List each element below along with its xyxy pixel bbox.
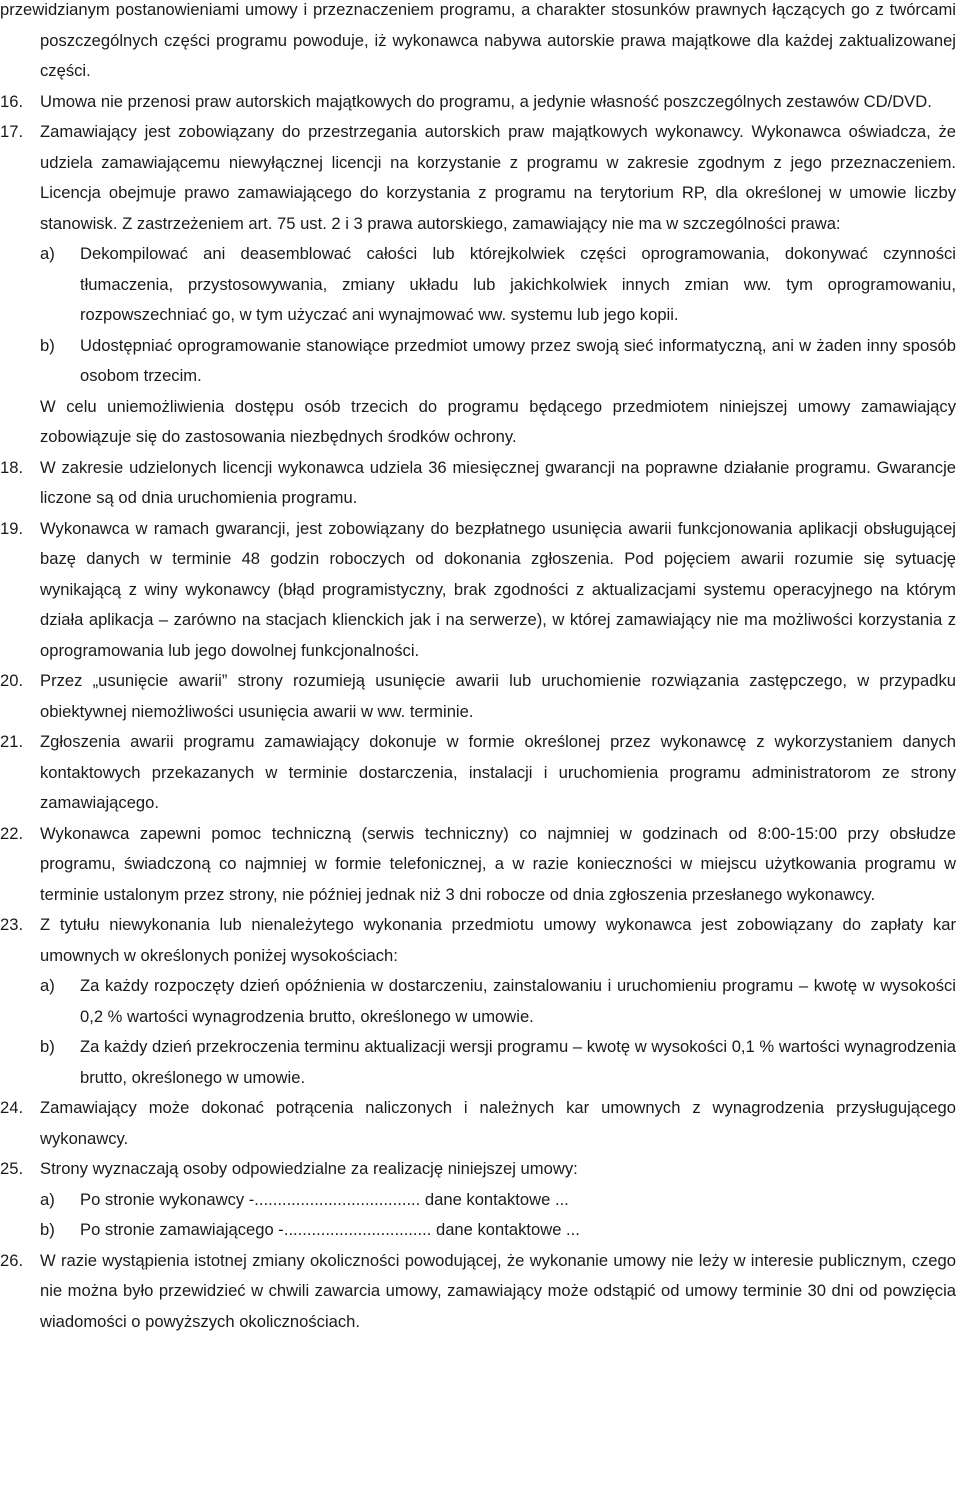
clause-23-sub-a — [0, 971, 960, 1032]
clause-24 — [0, 1093, 960, 1154]
clause-26 — [0, 1246, 960, 1338]
clause-23 — [0, 910, 960, 971]
clause-23-sub-b — [0, 1032, 960, 1093]
clause-number: 25. — [0, 1159, 24, 1178]
sub-text: Dekompilować ani deasemblować całości lub którejkolwiek części oprogramowania, dokonywać czynności tłumaczenia, przystosowywania, zmiany układu lub jakichkolwiek innych zmian ww. tym oprogramowaniu, rozpowszechniać go, w tym użyczać ani wynajmować ww. systemu lub jego kopii. — [80, 244, 956, 324]
sub-text: Po stronie wykonawcy -.................................... dane kontaktowe ... — [80, 1189, 569, 1209]
clause-text: W zakresie udzielonych licencji wykonawca udziela 36 miesięcznej gwarancji na poprawne działanie programu. Gwarancje liczone są od dnia uruchomienia programu. — [40, 457, 956, 507]
clause-text: Z tytułu niewykonania lub nienależytego wykonania przedmiotu umowy wykonawca jest zobowiązany do zapłaty kar umownych w określonych poniżej wysokościach: — [40, 915, 956, 965]
clause-text: Zamawiający jest zobowiązany do przestrzegania autorskich praw majątkowych wykonawcy. Wykonawca oświadcza, że udziela zamawiającemu niewyłącznej licencji na korzystanie z programu w zakresie zgodnym z jego przeznaczeniem. Licencja obejmuje prawo zamawiającego do korzystania z programu na terytorium RP, dla określonej w umowie liczby stanowisk. Z zastrzeżeniem art. 75 ust. 2 i 3 prawa autorskiego, zamawiający nie ma w szczególności prawa: — [40, 122, 956, 233]
sub-label: a) — [40, 244, 55, 263]
sub-label: b) — [40, 335, 55, 355]
clause-text: Wykonawca w ramach gwarancji, jest zobowiązany do bezpłatnego usunięcia awarii funkcjonowania aplikacji obsługującej bazę danych w terminie 48 godzin roboczych od dokonania zgłoszenia. Pod pojęciem awarii rozumie się sytuację wynikającą z winy wykonawcy (błąd programistyczny, brak zgodności z aktualizacjami systemu operacyjnego na którym działa aplikacja – zarówno na stacjach klienckich jak i na serwerze), w której zamawiający nie ma możliwości korzystania z oprogramowania lub jego dowolnej funkcjonalności. — [40, 518, 956, 660]
clause-19 — [0, 514, 960, 667]
clause-number: 26. — [0, 1250, 24, 1270]
clause-text: Strony wyznaczają osoby odpowiedzialne za realizację niniejszej umowy: — [40, 1159, 578, 1178]
sub-label: b) — [40, 1037, 55, 1056]
clause-number: 23. — [0, 915, 24, 934]
clause-number: 24. — [0, 1098, 24, 1117]
clause-number: 21. — [0, 732, 24, 751]
sub-text: Po stronie zamawiającego -................................ dane kontaktowe ... — [80, 1220, 580, 1239]
clause-text: Zgłoszenia awarii programu zamawiający dokonuje w formie określonej przez wykonawcę z wykorzystaniem danych kontaktowych przekazanych w terminie dostarczenia, instalacji i uruchomienia programu administratorom ze strony zamawiającego. — [40, 732, 956, 812]
clause-17-sub-a — [0, 239, 960, 331]
clause-18 — [0, 453, 960, 514]
sub-label: b) — [40, 1220, 55, 1239]
clause-number: 17. — [0, 122, 24, 141]
clause-text: Zamawiający może dokonać potrącenia naliczonych i należnych kar umownych z wynagrodzenia przysługującego wykonawcy. — [40, 1098, 956, 1148]
clause-text: Przez „usunięcie awarii” strony rozumieją usunięcie awarii lub uruchomienie rozwiązania zastępczego, w przypadku obiektywnej niemożliwości usunięcia awarii w ww. terminie. — [40, 671, 956, 721]
clause-text: Umowa nie przenosi praw autorskich majątkowych do programu, a jedynie własność poszczególnych zestawów CD/DVD. — [40, 91, 932, 111]
clause-25-sub-b — [0, 1215, 960, 1246]
clause-17-after: W celu uniemożliwienia dostępu osób trzecich do programu będącego przedmiotem niniejszej umowy zamawiający zobowiązuje się do zastosowania niezbędnych środków ochrony. — [40, 396, 956, 446]
sub-label: a) — [40, 1189, 55, 1209]
clause-number: 18. — [0, 457, 24, 477]
clause-number: 19. — [0, 518, 24, 538]
clause-25 — [0, 1154, 960, 1185]
intro-paragraph — [0, 0, 960, 87]
clause-17-sub-b — [0, 331, 960, 392]
intro-text: przewidzianym postanowieniami umowy i przeznaczeniem programu, a charakter stosunków prawnych łączących go z twórcami poszczególnych części programu powoduje, iż wykonawca nabywa autorskie prawa majątkowe dla każdej zaktualizowanej części. — [0, 0, 956, 80]
clause-17 — [0, 117, 960, 239]
clause-22 — [0, 819, 960, 911]
clause-16 — [0, 87, 960, 118]
clause-number: 22. — [0, 823, 24, 843]
sub-text: Udostępniać oprogramowanie stanowiące przedmiot umowy przez swoją sieć informatyczną, ani w żaden inny sposób osobom trzecim. — [80, 335, 956, 385]
sub-label: a) — [40, 976, 55, 995]
clause-number: 20. — [0, 671, 24, 690]
sub-text: Za każdy dzień przekroczenia terminu aktualizacji wersji programu – kwotę w wysokości 0,1 % wartości wynagrodzenia brutto, określonego w umowie. — [80, 1037, 956, 1087]
clause-21 — [0, 727, 960, 819]
sub-text: Za każdy rozpoczęty dzień opóźnienia w dostarczeniu, zainstalowaniu i uruchomieniu programu – kwotę w wysokości 0,2 % wartości wynagrodzenia brutto, określonego w umowie. — [80, 976, 956, 1026]
clause-25-sub-a — [0, 1185, 960, 1216]
clause-number: 16. — [0, 91, 24, 111]
clause-text: W razie wystąpienia istotnej zmiany okoliczności powodującej, że wykonanie umowy nie leży w interesie publicznym, czego nie można było przewidzieć w chwili zawarcia umowy, zamawiający może odstąpić od umowy terminie 30 dni od powzięcia wiadomości o powyższych okolicznościach. — [40, 1250, 956, 1331]
clause-20 — [0, 666, 960, 727]
clause-text: Wykonawca zapewni pomoc techniczną (serwis techniczny) co najmniej w godzinach od 8:00-15:00 przy obsłudze programu, świadczoną co najmniej w formie telefonicznej, a w razie konieczności w miejscu użytkowania programu w terminie ustalonym przez strony, nie później jednak niż 3 dni robocze od dnia zgłoszenia przesłanego wykonawcy. — [40, 823, 956, 904]
